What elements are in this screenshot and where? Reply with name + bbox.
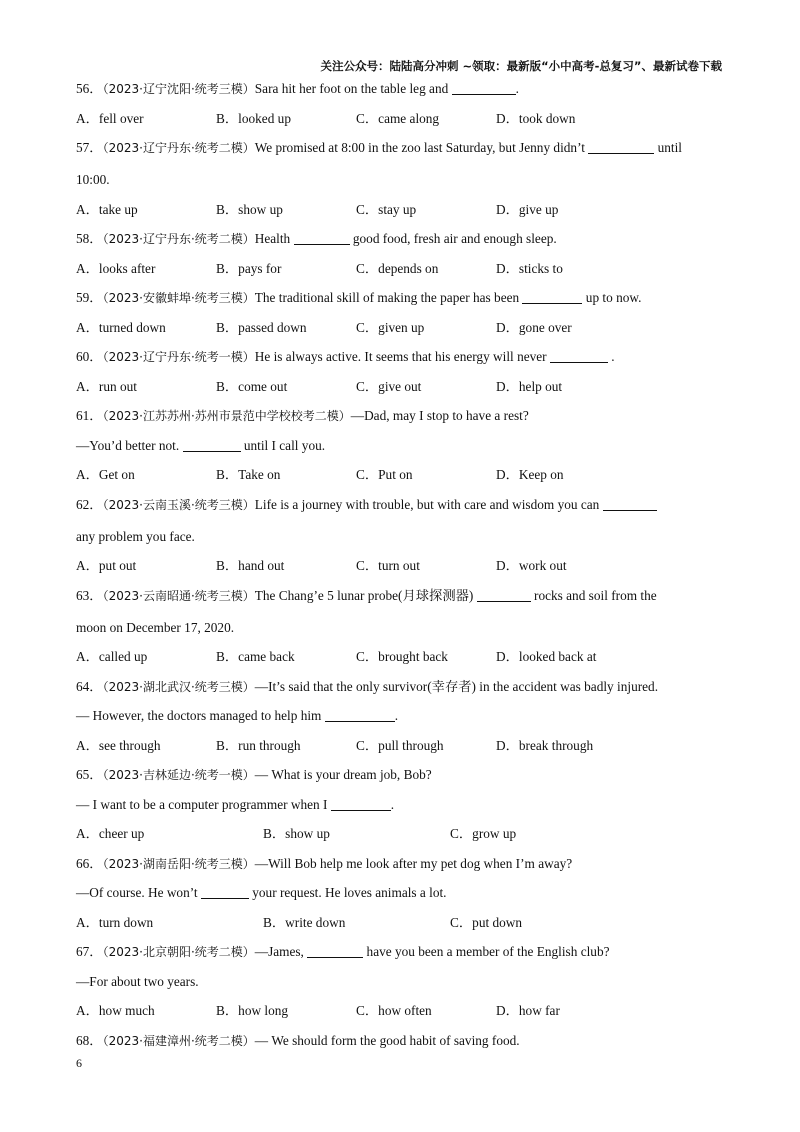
question-text-end: have you been a member of the English club? xyxy=(363,944,610,959)
option-d[interactable]: D．Keep on xyxy=(496,467,564,482)
question-text-end: up to now. xyxy=(582,290,642,305)
answer-blank[interactable] xyxy=(201,885,249,899)
answer-blank[interactable] xyxy=(325,708,395,722)
question-source: （2023·辽宁丹东·统考一模） xyxy=(102,350,255,364)
question-62-cont: any problem you face. xyxy=(76,528,195,544)
option-b[interactable]: B．came back xyxy=(216,649,295,664)
option-d[interactable]: D．help out xyxy=(496,378,563,394)
option-b[interactable]: B．hand out xyxy=(216,558,285,573)
option-d[interactable]: D．give up xyxy=(496,201,559,217)
question-64-reply xyxy=(76,701,726,731)
option-a[interactable]: A．how much xyxy=(76,1003,155,1018)
question-66-reply xyxy=(76,878,726,908)
page-header: 关注公众号：陆陆高分冲刺 ~领取：最新版“小中高考-总复习”、最新试卷下载 xyxy=(320,59,722,73)
option-d[interactable]: D．gone over xyxy=(496,319,572,335)
options-67 xyxy=(76,996,726,1026)
option-c[interactable]: C．brought back xyxy=(356,649,448,664)
options-65 xyxy=(76,819,726,849)
answer-blank[interactable] xyxy=(452,81,516,95)
question-text-end: until xyxy=(654,140,682,155)
question-56 xyxy=(76,74,726,104)
option-b[interactable]: B．run through xyxy=(216,737,301,753)
question-63 xyxy=(76,581,726,613)
question-number: 60． xyxy=(76,349,103,364)
question-63-cont: moon on December 17, 2020. xyxy=(76,619,235,635)
question-text: —James, xyxy=(254,944,308,959)
question-source: （2023·安徽蚌埠·统考三模） xyxy=(102,291,255,305)
question-text: —Of course. He won’t xyxy=(76,885,201,900)
question-65 xyxy=(76,760,726,790)
options-58 xyxy=(76,254,726,284)
question-57-cont: 10:00. xyxy=(76,172,110,187)
question-57 xyxy=(76,133,726,165)
answer-blank[interactable] xyxy=(550,349,608,363)
answer-blank[interactable] xyxy=(522,290,582,304)
question-59 xyxy=(76,283,726,313)
question-text: We promised at 8:00 in the zoo last Saturday, but Jenny didn’t xyxy=(254,140,589,155)
option-b[interactable]: B．show up xyxy=(263,826,330,841)
option-c[interactable]: C．depends on xyxy=(356,260,439,276)
options-64 xyxy=(76,731,726,761)
question-68 xyxy=(76,1026,726,1056)
option-c[interactable]: C．pull through xyxy=(356,737,444,753)
answer-blank[interactable] xyxy=(294,231,350,245)
option-b[interactable]: B．show up xyxy=(216,201,283,217)
option-a[interactable]: A．looks after xyxy=(76,260,156,276)
option-a[interactable]: A．take up xyxy=(76,201,138,217)
question-67 xyxy=(76,937,726,967)
option-c[interactable]: C．given up xyxy=(356,319,425,335)
question-text: —Will Bob help me look after my pet dog when I’m away? xyxy=(254,855,573,871)
question-text-end: . xyxy=(515,81,519,96)
question-source: （2023·湖北武汉·统考三模） xyxy=(102,679,255,694)
option-a[interactable]: A．run out xyxy=(76,378,137,394)
question-text: — What is your dream job, Bob? xyxy=(254,767,432,782)
options-56 xyxy=(76,104,726,134)
question-text-end: . xyxy=(390,796,395,812)
question-list xyxy=(76,74,726,1055)
option-d[interactable]: D．looked back at xyxy=(496,649,597,664)
question-text-end: rocks and soil from the xyxy=(530,587,657,603)
question-number: 63． xyxy=(76,587,103,603)
question-source: （2023·江苏苏州·苏州市景范中学校校考二模） xyxy=(102,409,351,423)
option-d[interactable]: D．work out xyxy=(496,558,567,573)
question-text: Life is a journey with trouble, but with care and wisdom you can xyxy=(254,496,603,512)
answer-blank[interactable] xyxy=(477,588,531,602)
question-text: — We should form the good habit of saving food. xyxy=(254,1032,520,1048)
option-c[interactable]: C．how often xyxy=(356,1003,432,1018)
option-d[interactable]: D．how far xyxy=(496,1003,560,1018)
option-b[interactable]: B．how long xyxy=(216,1003,289,1018)
option-c[interactable]: C．came along xyxy=(356,110,440,126)
option-b[interactable]: B．looked up xyxy=(216,110,291,126)
question-64 xyxy=(76,672,726,702)
question-text-end: until I call you. xyxy=(240,437,326,453)
question-text: — I want to be a computer programmer when I xyxy=(76,796,331,812)
option-b[interactable]: B．come out xyxy=(216,378,288,394)
question-source: （2023·北京朝阳·统考二模） xyxy=(102,945,255,959)
question-text: —Dad, may I stop to have a rest? xyxy=(350,408,529,423)
question-text: — However, the doctors managed to help him xyxy=(76,708,325,723)
answer-blank[interactable] xyxy=(183,438,241,452)
question-text-end: good food, fresh air and enough sleep. xyxy=(349,231,557,246)
option-c[interactable]: C．give out xyxy=(356,378,422,394)
question-number: 56． xyxy=(76,81,103,96)
option-d[interactable]: D．sticks to xyxy=(496,260,563,276)
question-text-end: your request. He loves animals a lot. xyxy=(248,885,447,900)
option-a[interactable]: A．put out xyxy=(76,558,137,573)
question-text: Health xyxy=(254,231,294,246)
answer-blank[interactable] xyxy=(588,140,654,154)
question-number: 61． xyxy=(76,408,103,423)
option-c[interactable]: C．stay up xyxy=(356,201,417,217)
question-66 xyxy=(76,849,726,879)
question-61 xyxy=(76,401,726,431)
question-text: He is always active. It seems that his energy will never xyxy=(254,349,550,364)
options-59 xyxy=(76,313,726,343)
question-text: Sara hit her foot on the table leg and xyxy=(254,81,452,96)
options-62 xyxy=(76,551,726,581)
option-c[interactable]: C．grow up xyxy=(450,826,517,841)
option-b[interactable]: B．pays for xyxy=(216,260,282,276)
question-source: （2023·云南昭通·统考三模） xyxy=(102,588,255,603)
question-65-reply xyxy=(76,790,726,820)
question-number: 67． xyxy=(76,944,103,959)
option-d[interactable]: D．took down xyxy=(496,110,576,126)
options-63 xyxy=(76,642,726,672)
answer-blank[interactable] xyxy=(307,944,363,958)
options-60 xyxy=(76,372,726,402)
question-source: （2023·云南玉溪·统考三模） xyxy=(102,497,255,512)
question-number: 66． xyxy=(76,855,103,871)
question-number: 65． xyxy=(76,767,103,782)
question-number: 62． xyxy=(76,496,103,512)
option-a[interactable]: A．Get on xyxy=(76,467,135,482)
question-text: The traditional skill of making the paper has been xyxy=(254,290,523,305)
option-a[interactable]: A．turned down xyxy=(76,319,166,335)
question-source: （2023·辽宁丹东·统考二模） xyxy=(102,141,255,155)
question-source: （2023·辽宁丹东·统考二模） xyxy=(102,232,255,246)
question-source: （2023·辽宁沈阳·统考三模） xyxy=(102,82,255,96)
question-60 xyxy=(76,342,726,372)
question-text: —It’s said that the only survivor(幸存者) in the accident was badly injured. xyxy=(254,678,659,694)
question-58 xyxy=(76,224,726,254)
option-c[interactable]: C．turn out xyxy=(356,558,420,573)
question-source: （2023·福建漳州·统考二模） xyxy=(102,1033,255,1048)
option-b[interactable]: B．Take on xyxy=(216,467,281,482)
option-b[interactable]: B．write down xyxy=(263,914,346,930)
question-number: 57． xyxy=(76,140,103,155)
option-c[interactable]: C．put down xyxy=(450,914,523,930)
question-source: （2023·湖南岳阳·统考三模） xyxy=(102,856,255,871)
options-61 xyxy=(76,460,726,490)
options-57 xyxy=(76,195,726,225)
question-text: —You’d better not. xyxy=(76,437,183,453)
question-number: 68． xyxy=(76,1032,103,1048)
question-61-reply xyxy=(76,431,726,461)
option-a[interactable]: A．called up xyxy=(76,649,148,664)
option-d[interactable]: D．break through xyxy=(496,737,594,753)
answer-blank[interactable] xyxy=(331,797,391,811)
answer-blank[interactable] xyxy=(603,497,657,511)
option-b[interactable]: B．passed down xyxy=(216,319,307,335)
question-number: 59． xyxy=(76,290,103,305)
option-a[interactable]: A．cheer up xyxy=(76,826,145,841)
question-number: 64． xyxy=(76,678,103,694)
question-67-reply: —For about two years. xyxy=(76,973,199,989)
question-62 xyxy=(76,490,726,522)
question-number: 58． xyxy=(76,231,103,246)
question-text-end: . xyxy=(394,708,399,723)
options-66 xyxy=(76,908,726,938)
page-number: 6 xyxy=(76,1056,82,1070)
question-text-end: . xyxy=(607,349,615,364)
option-a[interactable]: A．see through xyxy=(76,737,161,753)
question-source: （2023·吉林延边·统考一模） xyxy=(102,768,255,782)
question-text: The Chang’e 5 lunar probe(月球探测器) xyxy=(254,587,477,603)
option-a[interactable]: A．turn down xyxy=(76,914,154,930)
option-c[interactable]: C．Put on xyxy=(356,467,413,482)
option-a[interactable]: A．fell over xyxy=(76,110,144,126)
